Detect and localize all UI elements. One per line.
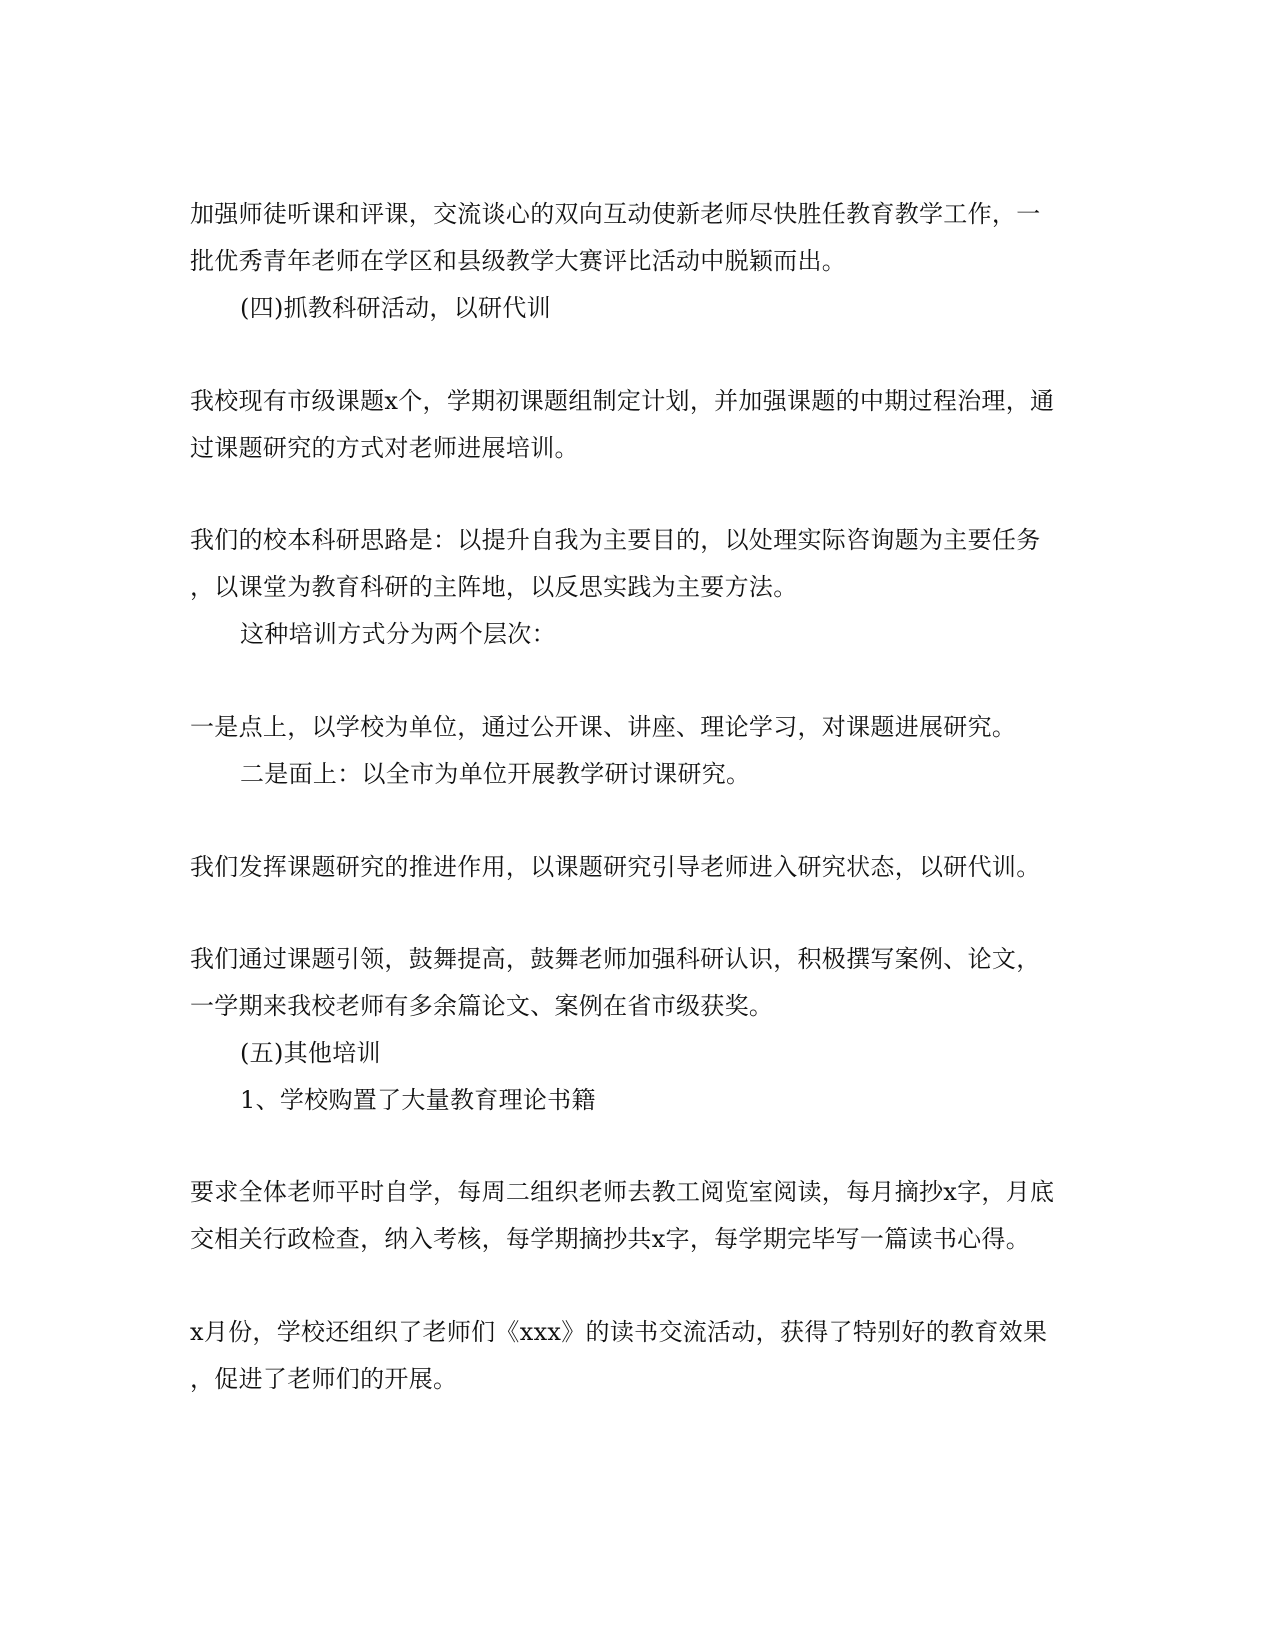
text-line: 一学期来我校老师有多余篇论文、案例在省市级获奖。 — [190, 992, 774, 1020]
text-line: 一是点上，以学校为单位，通过公开课、讲座、理论学习，对课题进展研究。 — [190, 713, 1017, 741]
section-heading: (五)其他培训 — [240, 1039, 381, 1067]
text-line: 这种培训方式分为两个层次： — [240, 620, 556, 648]
text-line: 我们通过课题引领，鼓舞提高，鼓舞老师加强科研认识，积极撰写案例、论文， — [190, 945, 1041, 973]
text-line: 我校现有市级课题x个，学期初课题组制定计划，并加强课题的中期过程治理，通 — [190, 387, 1055, 415]
text-line: ，以课堂为教育科研的主阵地，以反思实践为主要方法。 — [190, 573, 798, 601]
text-line: 我们发挥课题研究的推进作用，以课题研究引导老师进入研究状态，以研代训。 — [190, 853, 1041, 881]
text-line: 加强师徒听课和评课，交流谈心的双向互动使新老师尽快胜任教育教学工作，一 — [190, 200, 1041, 228]
text-line: ，促进了老师们的开展。 — [190, 1365, 458, 1393]
text-line: 要求全体老师平时自学，每周二组织老师去教工阅览室阅读，每月摘抄x字，月底 — [190, 1178, 1055, 1206]
text-line: 交相关行政检查，纳入考核，每学期摘抄共x字，每学期完毕写一篇读书心得。 — [190, 1225, 1031, 1253]
text-line: 二是面上：以全市为单位开展教学研讨课研究。 — [240, 760, 751, 788]
subsection-heading: 1、学校购置了大量教育理论书籍 — [240, 1086, 596, 1114]
text-line: x月份，学校还组织了老师们《xxx》的读书交流活动，获得了特别好的教育效果 — [190, 1318, 1048, 1346]
text-line: 过课题研究的方式对老师进展培训。 — [190, 434, 579, 462]
text-line: 批优秀青年老师在学区和县级教学大赛评比活动中脱颖而出。 — [190, 247, 847, 275]
text-line: 我们的校本科研思路是：以提升自我为主要目的，以处理实际咨询题为主要任务 — [190, 526, 1041, 554]
section-heading: (四)抓教科研活动，以研代训 — [240, 294, 551, 322]
